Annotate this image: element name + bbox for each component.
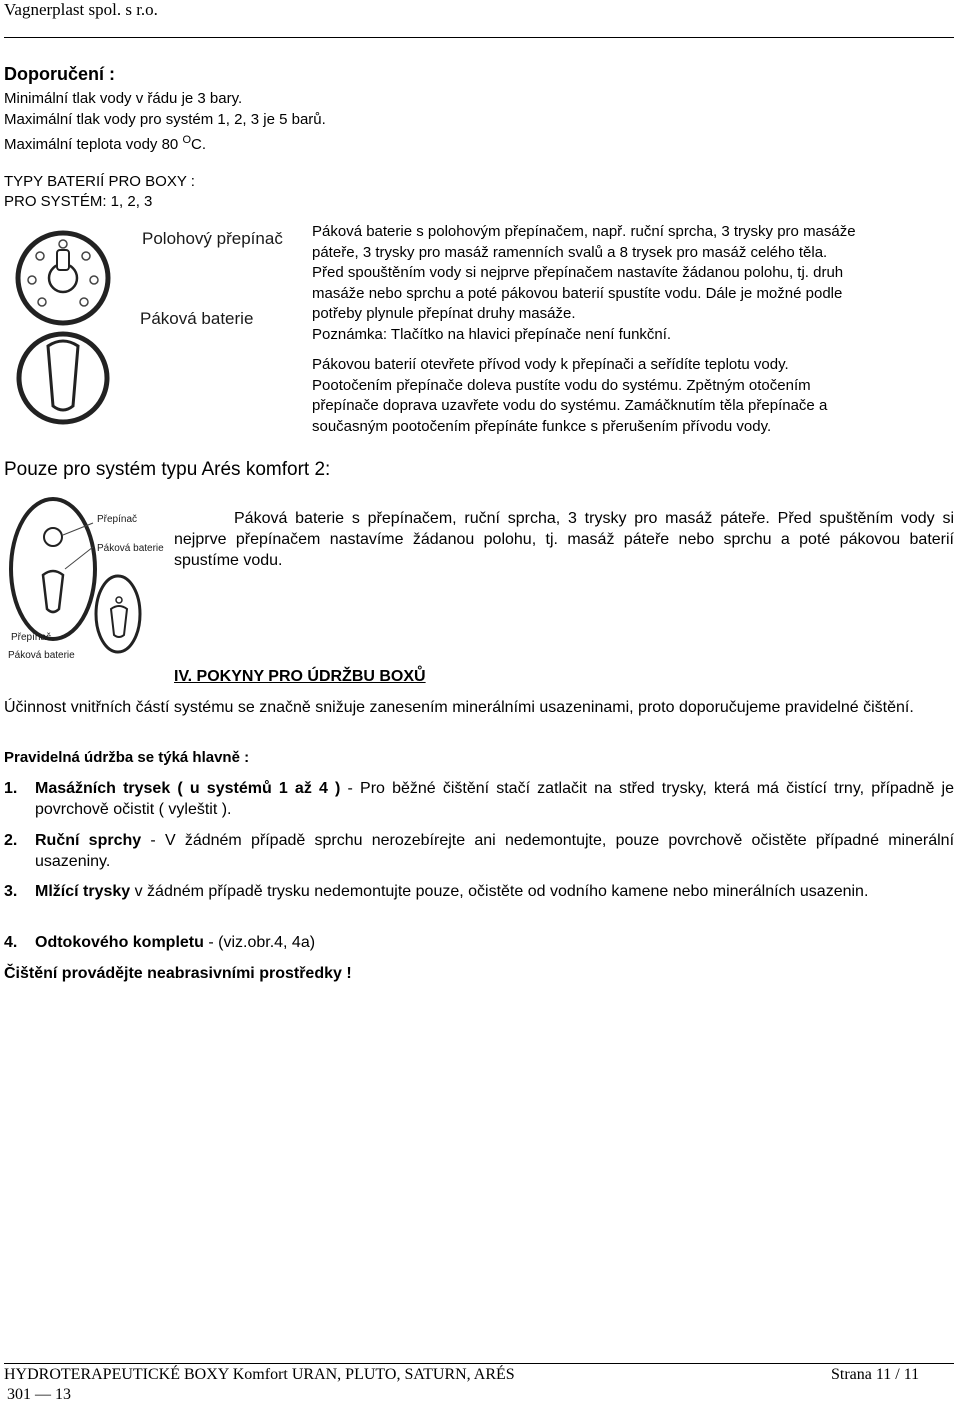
system123-line: masáže nebo sprchu a poté pákovou baterií spustíte vodu. Dále je možné podle	[312, 284, 843, 302]
item-text: - Pro běžné čištění stačí zatlačit na střed trysky, která má čistící trny, případně je povrchově očistit ( vyleštit ).	[35, 780, 955, 818]
section4-title: IV. POKYNY PRO ÚDRŽBU BOXŮ	[174, 668, 426, 685]
recommendation-line-2: Maximální tlak vody pro systém 1, 2, 3 je 5 barů.	[4, 111, 326, 128]
recommendations-title: Doporučení :	[4, 64, 115, 84]
system123-line: Páková baterie s polohovým přepínačem, např. ruční sprcha, 3 trysky pro masáže	[312, 223, 856, 240]
system123-operation	[312, 355, 952, 437]
figure1-label-mixer: Páková baterie	[140, 309, 254, 328]
system123-op-line: přepínače doprava uzavřete vodu do systému. Zamáčknutím těla přepínače a	[312, 397, 828, 414]
maintenance-item-4	[4, 932, 954, 953]
ares-title: Pouze pro systém typu Arés komfort 2:	[4, 459, 331, 480]
item-number: 1.	[4, 780, 18, 797]
item-body	[35, 778, 954, 820]
temp-degree: O	[182, 134, 191, 146]
temp-prefix: Maximální teplota vody 80	[4, 136, 183, 153]
footer-code: 301 — 13	[7, 1386, 71, 1403]
recommendation-line-1: Minimální tlak vody v řádu je 3 bary.	[4, 90, 243, 107]
footer-title: HYDROTERAPEUTICKÉ BOXY Komfort URAN, PLUTO, SATURN, ARÉS	[4, 1366, 515, 1383]
header-divider	[4, 37, 954, 38]
battery-types-title: TYPY BATERIÍ PRO BOXY :	[4, 173, 195, 190]
ares-figure-label-mixer: Páková baterie	[97, 543, 164, 554]
system123-line: Poznámka: Tlačítko na hlavici přepínače není funkční.	[312, 325, 672, 343]
footer-divider	[4, 1363, 954, 1364]
item-text: - V žádném případě sprchu nerozebírejte ani nedemontujte, pouze povrchově očistěte případné minerální usazeniny.	[35, 832, 955, 870]
system123-line: páteře, 3 trysky pro masáž ramenních svalů a 8 trysek pro masáž celého těla.	[312, 243, 828, 261]
cleaning-note: Čištění provádějte neabrasivními prostředky !	[4, 965, 352, 982]
item-number: 2.	[4, 832, 18, 849]
ares-figure-label-selector: Přepínač	[97, 514, 138, 525]
item-number: 4.	[4, 934, 18, 951]
system123-op-line: Pootočením přepínače doleva pustíte vodu do systému. Zpětným otočením	[312, 376, 811, 394]
item-text: v žádném případě trysku nedemontujte pouze, očistěte od vodního kamene nebo minerálních usazenin.	[130, 883, 869, 900]
item-body	[35, 830, 954, 872]
item-bold: Mlžící trysky	[35, 883, 131, 900]
footer-page-number: Strana 11 / 11	[831, 1366, 920, 1383]
company-header: Vagnerplast spol. s r.o.	[4, 0, 158, 19]
section4-intro: Účinnost vnitřních částí systému se značně snižuje zanesením minerálními usazeninami, proto doporučujeme pravidelné čištění.	[4, 699, 914, 716]
item-bold: Ruční sprchy	[35, 832, 142, 849]
maintenance-item-2	[4, 830, 954, 872]
system123-op-line: současným pootočením přepínáte funkce s přerušením přívodu vody.	[312, 417, 772, 435]
system123-line: potřeby plynule přepínat druhy masáže.	[312, 305, 576, 322]
ares-figure-label-mixer-2: Páková baterie	[8, 650, 75, 661]
maintenance-title: Pravidelná údržba se týká hlavně :	[4, 749, 250, 766]
battery-types-system: PRO SYSTÉM: 1, 2, 3	[4, 193, 153, 210]
system123-op-line: Pákovou baterií otevřete přívod vody k přepínači a seřídíte teplotu vody.	[312, 356, 789, 373]
ares-figure-label-selector-2: Přepínač	[11, 632, 52, 643]
figure1-label-selector: Polohový přepínač	[142, 229, 283, 248]
item-text: - (viz.obr.4, 4a)	[203, 934, 316, 951]
maintenance-item-3	[4, 881, 954, 902]
item-number: 3.	[4, 883, 18, 900]
item-bold: Odtokového kompletu	[35, 934, 204, 951]
item-body	[35, 932, 954, 953]
temp-suffix: C.	[191, 136, 206, 153]
system123-line: Před spouštěním vody si nejprve přepínačem nastavíte žádanou polohu, tj. druh	[312, 264, 844, 281]
ares-description: Páková baterie s přepínačem, ruční sprcha, 3 trysky pro masáž páteře. Před spuštěním vody si nejprve přepínačem nastavíme žádanou polohu, tj. masáž páteře nebo sprchu a poté pákovou baterií spustíme vodu.	[174, 510, 954, 569]
maintenance-item-1	[4, 778, 954, 820]
item-body	[35, 881, 954, 902]
item-bold: Masážních trysek ( u systémů 1 až 4 )	[35, 780, 341, 797]
recommendation-line-temp	[4, 130, 206, 156]
system123-description	[312, 222, 952, 345]
mixer-with-selector-illustration	[10, 228, 150, 428]
